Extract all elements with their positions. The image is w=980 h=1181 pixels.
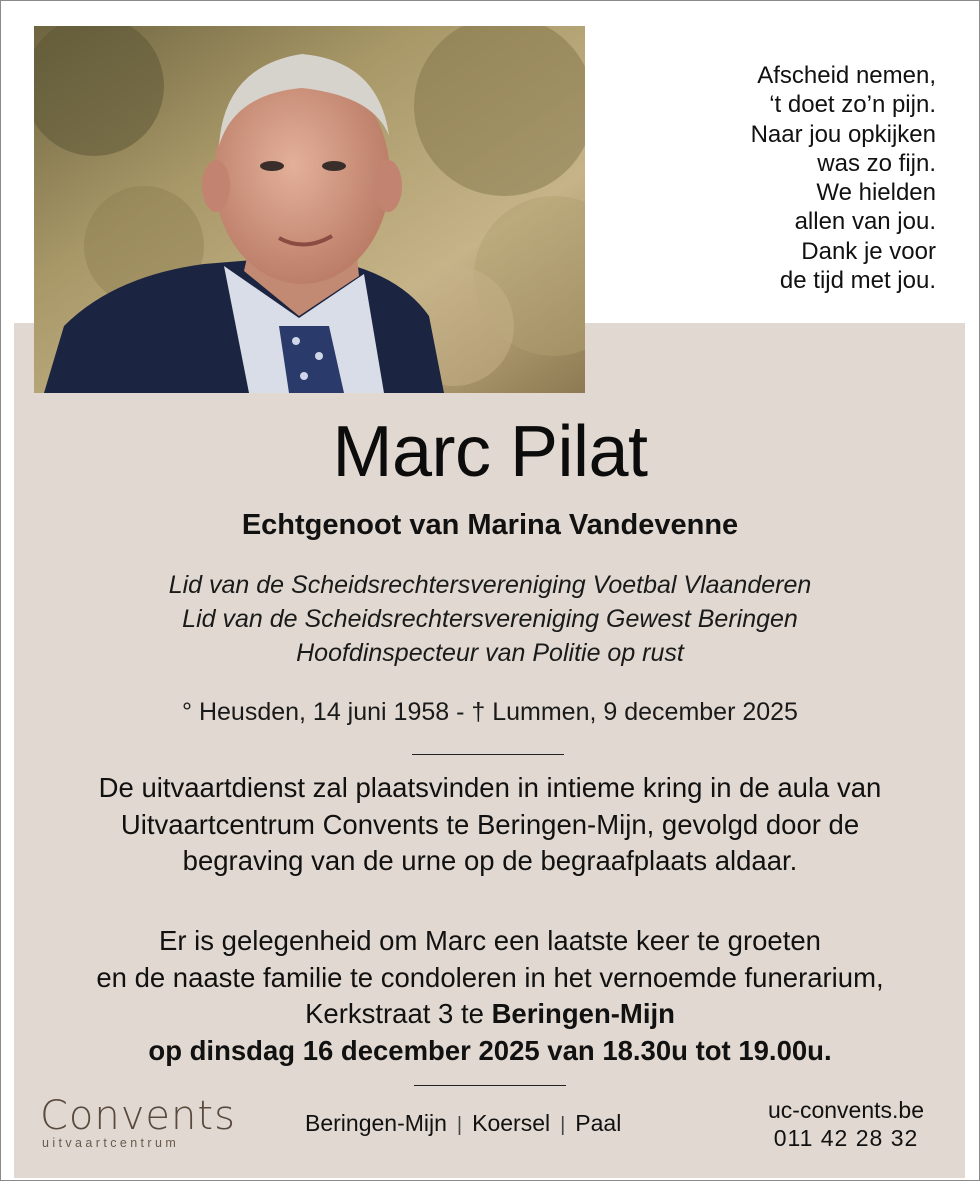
visit-line: Er is gelegenheid om Marc een laatste keer te groeten — [159, 925, 821, 956]
visit-address: Kerkstraat 3 te — [305, 998, 492, 1029]
service-text — [10, 770, 970, 880]
location-item: Beringen-Mijn — [305, 1110, 447, 1136]
portrait-photo — [34, 26, 585, 393]
visit-datetime: op dinsdag 16 december 2025 van 18.30u tot 19.00u. — [148, 1034, 832, 1066]
phone-number: 011 42 28 32 — [773, 1125, 919, 1151]
location-item: Paal — [575, 1110, 622, 1136]
convents-logo — [40, 1093, 236, 1150]
poem-line: Dank je voor — [801, 237, 936, 265]
birth-death-dates: ° Heusden, 14 juni 1958 - † Lummen, 9 december 2025 — [182, 698, 798, 726]
location-item: Koersel — [472, 1110, 551, 1136]
poem-line: allen van jou. — [794, 208, 936, 236]
visit-line: en de naaste familie te condoleren in het vernoemde funerarium, — [96, 961, 884, 993]
poem-line: We hielden — [816, 179, 936, 207]
spouse-line: Echtgenoot van Marina Vandevenne — [241, 509, 739, 541]
service-line: begraving van de urne op de begraafplaats aldaar. — [182, 845, 798, 876]
visit-text — [10, 923, 970, 1069]
poem-line: ‘t doet zo’n pijn. — [769, 91, 936, 119]
visit-location: Beringen-Mijn — [491, 998, 675, 1029]
divider — [414, 1085, 566, 1086]
roles-list — [0, 568, 980, 670]
contact-info — [756, 1096, 936, 1152]
service-line: Uitvaartcentrum Convents te Beringen-Mijn, gevolgd door de — [120, 808, 860, 840]
logo-subtitle: uitvaartcentrum — [42, 1136, 180, 1150]
service-line: De uitvaartdienst zal plaatsvinden in intieme kring in de aula van — [98, 772, 882, 803]
role-line: Lid van de Scheidsrechtersvereniging Gewest Beringen — [182, 605, 798, 633]
visit-line — [10, 996, 970, 1033]
deceased-name: Marc Pilat — [332, 412, 648, 492]
poem-line: Afscheid nemen, — [757, 62, 936, 89]
logo-wordmark: Convents — [40, 1093, 236, 1139]
poem — [636, 61, 936, 295]
poem-line: de tijd met jou. — [779, 267, 936, 295]
locations — [305, 1108, 621, 1140]
role-line: Lid van de Scheidsrechtersvereniging Voetbal Vlaanderen — [168, 571, 812, 599]
poem-line: was zo fijn. — [817, 149, 936, 177]
divider — [412, 754, 564, 755]
visit-line — [10, 1033, 970, 1070]
website-link[interactable]: uc-convents.be — [768, 1097, 924, 1123]
role-line: Hoofdinspecteur van Politie op rust — [296, 639, 684, 667]
poem-line: Naar jou opkijken — [750, 120, 936, 148]
separator: | — [456, 1114, 463, 1136]
separator: | — [560, 1114, 566, 1136]
